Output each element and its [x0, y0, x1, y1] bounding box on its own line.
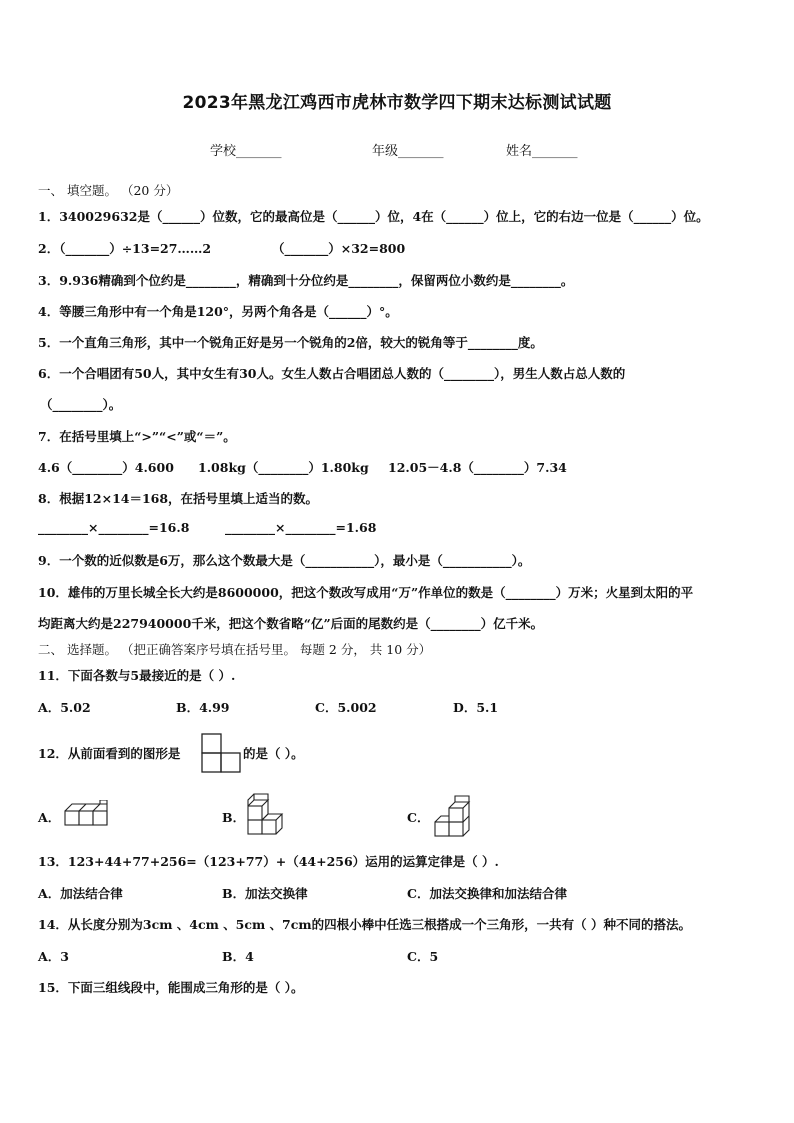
cube-figure-a[interactable] [64, 800, 108, 834]
question-2-part-a: 2．（_______）÷13=27……2 [38, 241, 212, 256]
question-14: 14．从长度分别为3cm 、4cm 、5cm 、7cm的四根小棒中任选三根搭成一个三角形，一共有（ ）种不同的搭法。 [38, 917, 691, 932]
question-12-suffix: 的是（ ）。 [243, 746, 304, 761]
question-2-part-b: （_______）×32=800 [272, 241, 406, 256]
school-field[interactable]: 学校_______ [210, 144, 282, 159]
question-12-option-b-label[interactable]: B． [222, 810, 246, 825]
question-10-line-1: 10．雄伟的万里长城全长大约是8600000，把这个数改写成用“万”作单位的数是（________）万米；火星到太阳的平 [38, 585, 694, 600]
question-9: 9．一个数的近似数是6万，那么这个数最大是（___________），最小是（___________）。 [38, 553, 531, 568]
question-10-line-2: 均距离大约是227940000千米，把这个数省略“亿”后面的尾数约是（________）亿千米。 [38, 616, 544, 631]
question-11-option-a[interactable]: A．5.02 [38, 700, 91, 715]
question-14-option-c[interactable]: C．5 [407, 949, 439, 964]
question-11-option-b[interactable]: B．4.99 [176, 700, 230, 715]
cube-figure-b[interactable] [247, 793, 293, 835]
question-14-option-b[interactable]: B．4 [222, 949, 254, 964]
page-title: 2023年黑龙江鸡西市虎林市数学四下期末达标测试试题 [182, 93, 612, 113]
question-11: 11．下面各数与5最接近的是（ ）. [38, 668, 236, 683]
question-8-item-b: ________×________=1.68 [225, 520, 377, 535]
front-view-figure [201, 733, 241, 773]
question-13-option-c[interactable]: C．加法交换律和加法结合律 [407, 886, 567, 901]
question-4: 4．等腰三角形中有一个角是120°，另两个角各是（______）°。 [38, 304, 398, 319]
question-5: 5．一个直角三角形，其中一个锐角正好是另一个锐角的2倍，较大的锐角等于________度。 [38, 335, 543, 350]
question-6-line-2: （________）。 [40, 397, 122, 412]
section-heading-fill-in: 一、 填空题。 （20 分） [38, 183, 179, 198]
question-15: 15．下面三组线段中，能围成三角形的是（ ）。 [38, 980, 304, 995]
question-13-option-a[interactable]: A．加法结合律 [38, 886, 123, 901]
question-13: 13．123+44+77+256=（123+77）+（44+256）运用的运算定律是（ ）. [38, 854, 499, 869]
question-11-option-d[interactable]: D．5.1 [453, 700, 499, 715]
grade-field[interactable]: 年级_______ [372, 144, 444, 159]
question-7-item-b: 1.08kg（________）1.80kg [198, 460, 369, 475]
question-8-item-a: ________×________=16.8 [38, 520, 190, 535]
question-3: 3．9.936精确到个位约是________，精确到十分位约是________，保留两位小数约是________。 [38, 273, 574, 288]
cube-figure-c[interactable] [434, 793, 480, 837]
question-12-option-c-label[interactable]: C． [407, 810, 430, 825]
question-13-option-b[interactable]: B．加法交换律 [222, 886, 308, 901]
question-8: 8．根据12×14＝168，在括号里填上适当的数。 [38, 491, 319, 506]
question-14-option-a[interactable]: A．3 [38, 949, 69, 964]
question-12-option-a-label[interactable]: A． [38, 810, 61, 825]
question-7: 7．在括号里填上“>”“<”或“＝”。 [38, 429, 236, 444]
question-6-line-1: 6．一个合唱团有50人，其中女生有30人。女生人数占合唱团总人数的（________），男生人数占总人数的 [38, 366, 626, 381]
section-heading-choice: 二、 选择题。 （把正确答案序号填在括号里。 每题 2 分， 共 10 分） [38, 642, 432, 657]
question-1: 1．340029632是（______）位数，它的最高位是（______）位，4在（______）位上，它的右边一位是（______）位。 [38, 209, 709, 224]
question-7-item-c: 12.05－4.8（________）7.34 [388, 460, 567, 475]
question-12-prefix: 12．从前面看到的图形是 [38, 746, 181, 761]
question-7-item-a: 4.6（________）4.600 [38, 460, 174, 475]
question-11-option-c[interactable]: C．5.002 [315, 700, 377, 715]
name-field[interactable]: 姓名_______ [506, 144, 578, 159]
